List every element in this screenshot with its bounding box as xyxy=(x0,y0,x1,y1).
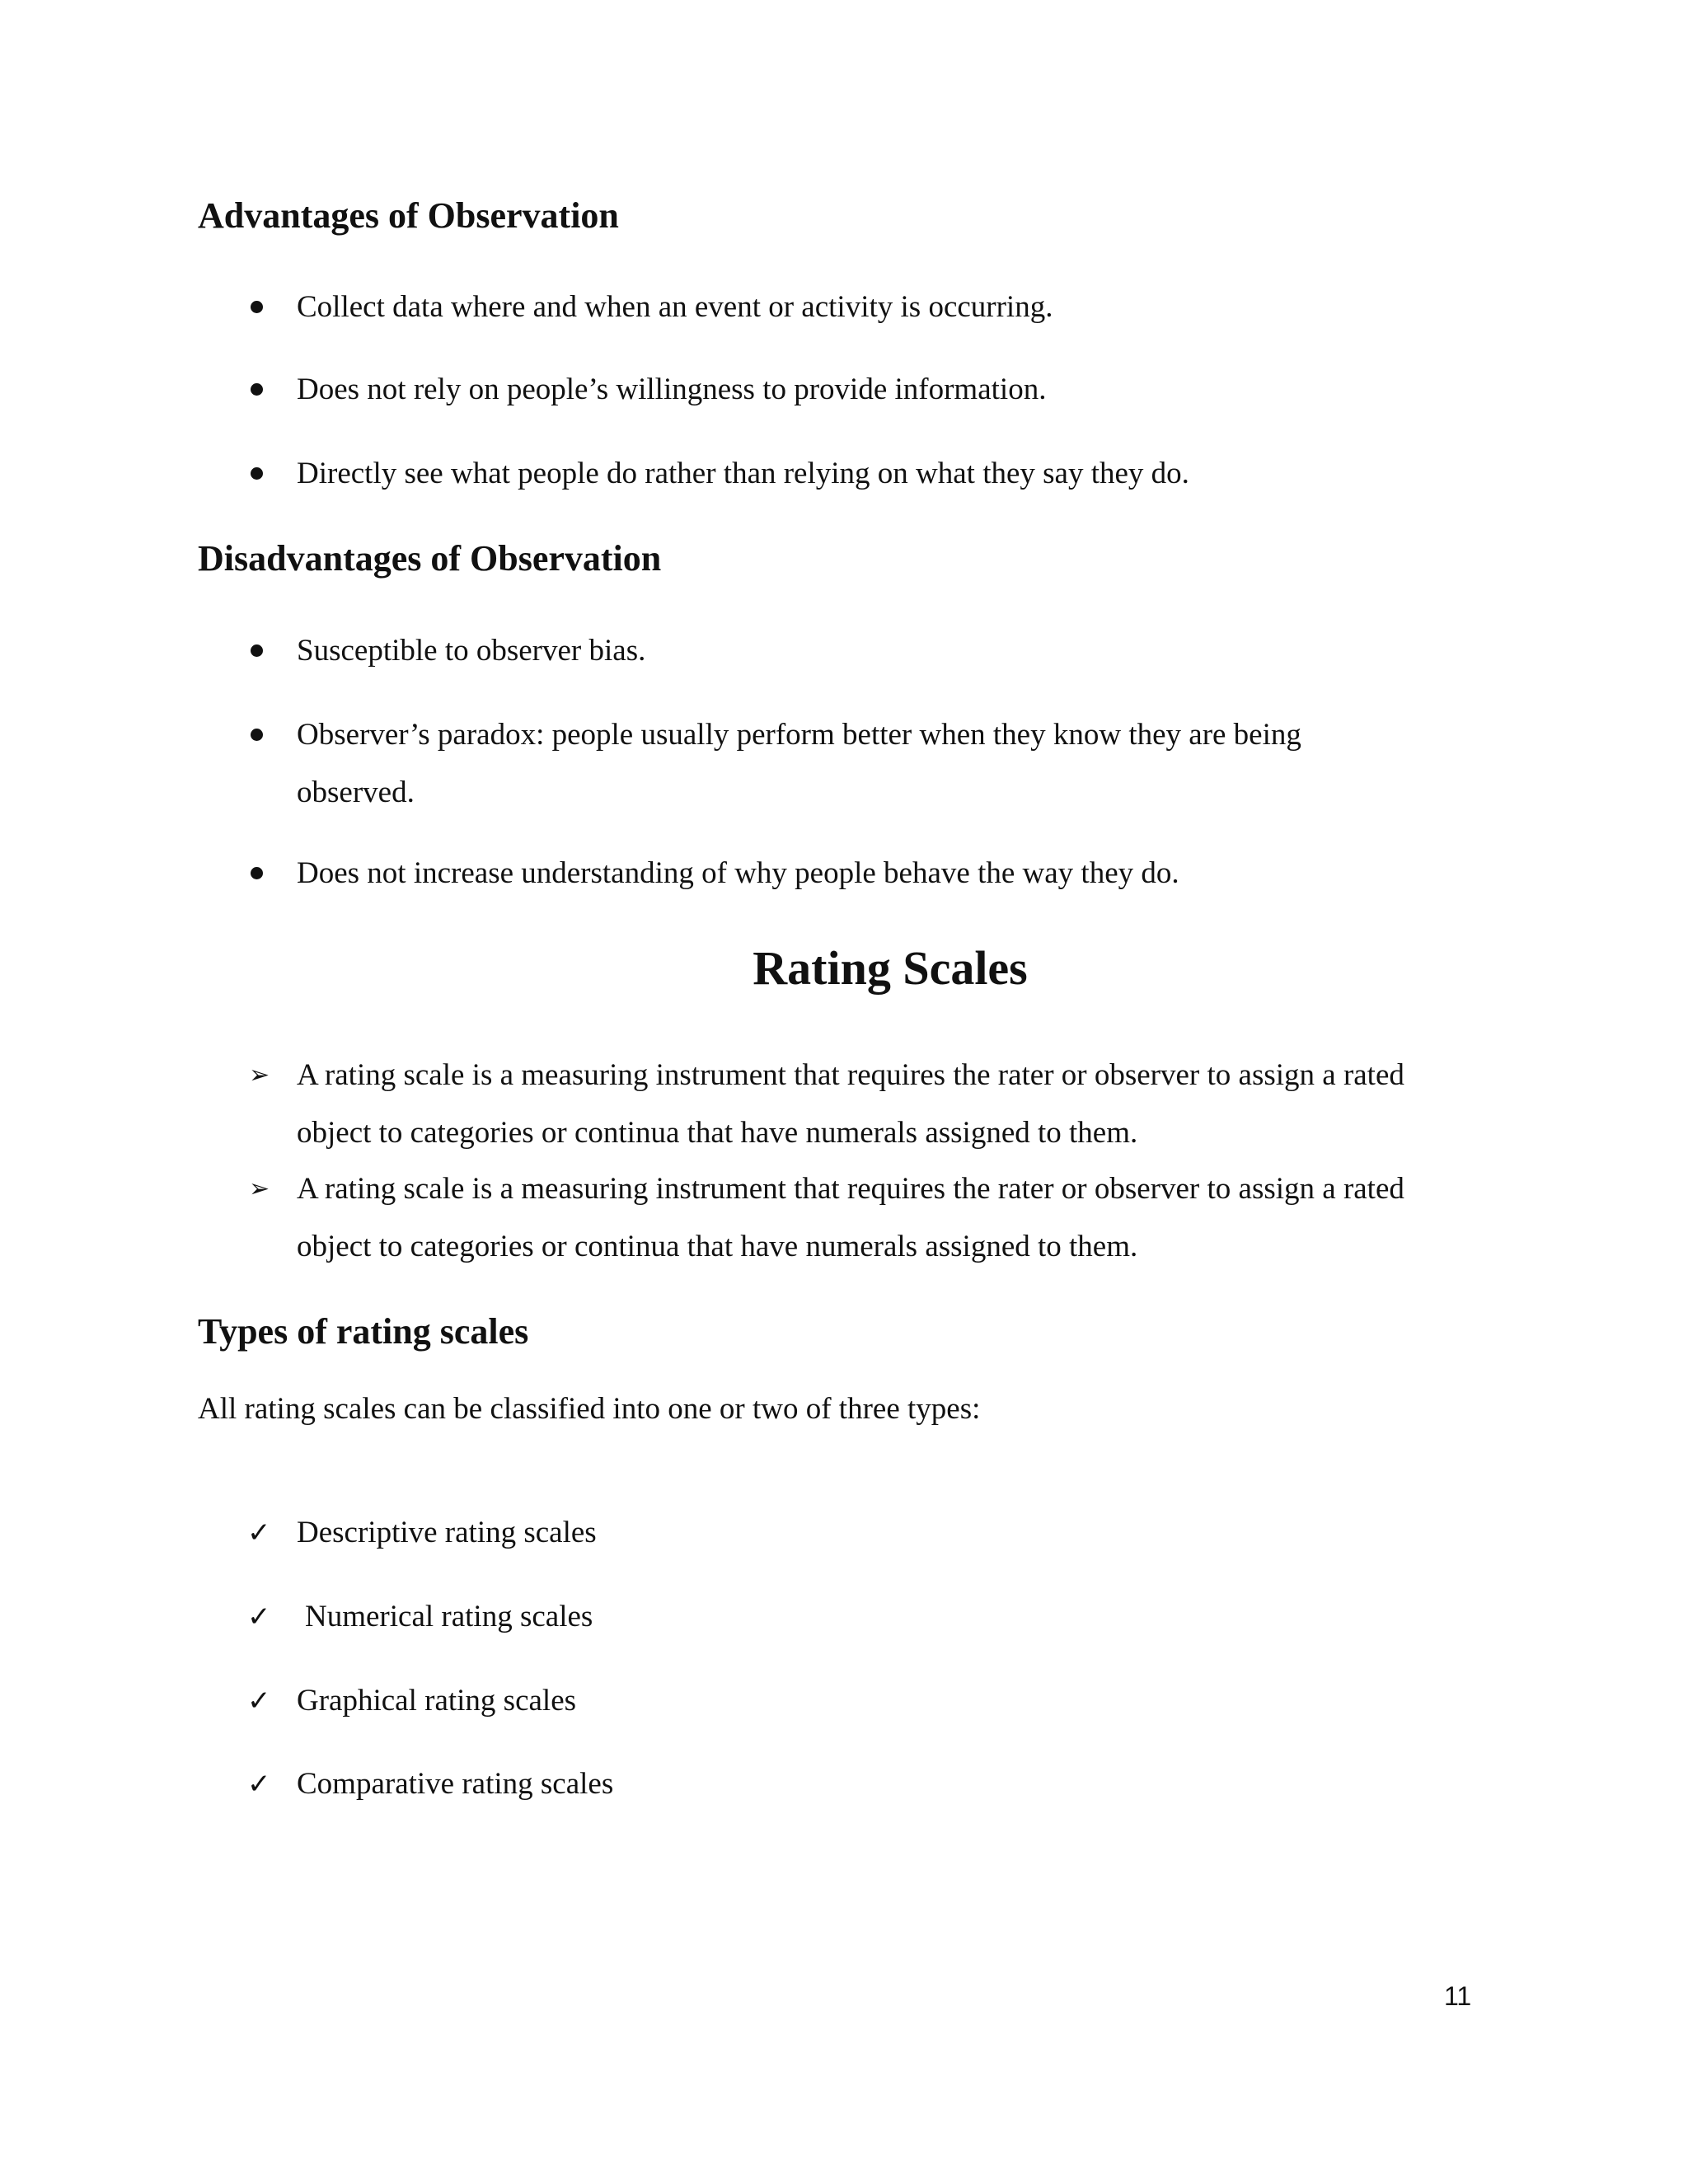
rating-scales-item-1 xyxy=(247,1047,1418,1162)
types-item-4 xyxy=(247,1755,1418,1813)
disadvantages-item-text: Does not increase understanding of why people behave the way they do. xyxy=(297,856,1179,890)
advantages-heading: Advantages of Observation xyxy=(198,195,619,236)
page-number: 11 xyxy=(1444,1981,1472,2011)
bullet-dot-icon xyxy=(251,729,263,741)
types-intro: All rating scales can be classified into one or two of three types: xyxy=(198,1392,981,1426)
types-item-text: Graphical rating scales xyxy=(297,1684,577,1718)
rating-scales-item-text: A rating scale is a measuring instrument that requires the rater or observer to assign a rated object to categories or continua that have numerals assigned to them. xyxy=(297,1058,1404,1150)
types-item-2 xyxy=(247,1588,1418,1646)
bullet-dot-icon xyxy=(251,301,263,313)
check-mark-icon: ✓ xyxy=(247,1685,271,1718)
check-mark-icon: ✓ xyxy=(247,1768,271,1801)
check-mark-icon: ✓ xyxy=(247,1516,271,1549)
types-heading: Types of rating scales xyxy=(198,1311,529,1352)
advantages-item-text: Collect data where and when an event or activity is occurring. xyxy=(297,290,1053,324)
advantages-item-text: Does not rely on people’s willingness to provide information. xyxy=(297,373,1047,406)
advantages-item-3 xyxy=(247,445,1418,503)
disadvantages-item-1 xyxy=(247,622,1418,680)
check-mark-icon: ✓ xyxy=(247,1601,271,1633)
bullet-dot-icon xyxy=(251,867,263,879)
rating-scales-item-2 xyxy=(247,1160,1418,1276)
disadvantages-item-text: Susceptible to observer bias. xyxy=(297,634,646,668)
types-item-text: Descriptive rating scales xyxy=(297,1516,597,1549)
types-item-1 xyxy=(247,1504,1418,1562)
types-item-text: Numerical rating scales xyxy=(305,1600,593,1633)
bullet-dot-icon xyxy=(251,644,263,657)
disadvantages-item-2 xyxy=(247,706,1418,822)
arrow-right-icon: ➢ xyxy=(249,1061,270,1090)
advantages-item-2 xyxy=(247,361,1418,419)
bullet-dot-icon xyxy=(251,467,263,480)
arrow-right-icon: ➢ xyxy=(249,1174,270,1203)
advantages-item-text: Directly see what people do rather than relying on what they say they do. xyxy=(297,457,1189,490)
disadvantages-item-3 xyxy=(247,845,1418,902)
advantages-item-1 xyxy=(247,279,1418,336)
types-item-3 xyxy=(247,1672,1418,1730)
disadvantages-item-text: Observer’s paradox: people usually perform better when they know they are being observed. xyxy=(297,718,1301,809)
types-item-text: Comparative rating scales xyxy=(297,1767,614,1801)
rating-scales-item-text: A rating scale is a measuring instrument that requires the rater or observer to assign a rated object to categories or continua that have numerals assigned to them. xyxy=(297,1172,1404,1263)
rating-scales-title: Rating Scales xyxy=(753,941,1028,995)
bullet-dot-icon xyxy=(251,383,263,396)
disadvantages-heading: Disadvantages of Observation xyxy=(198,538,662,579)
